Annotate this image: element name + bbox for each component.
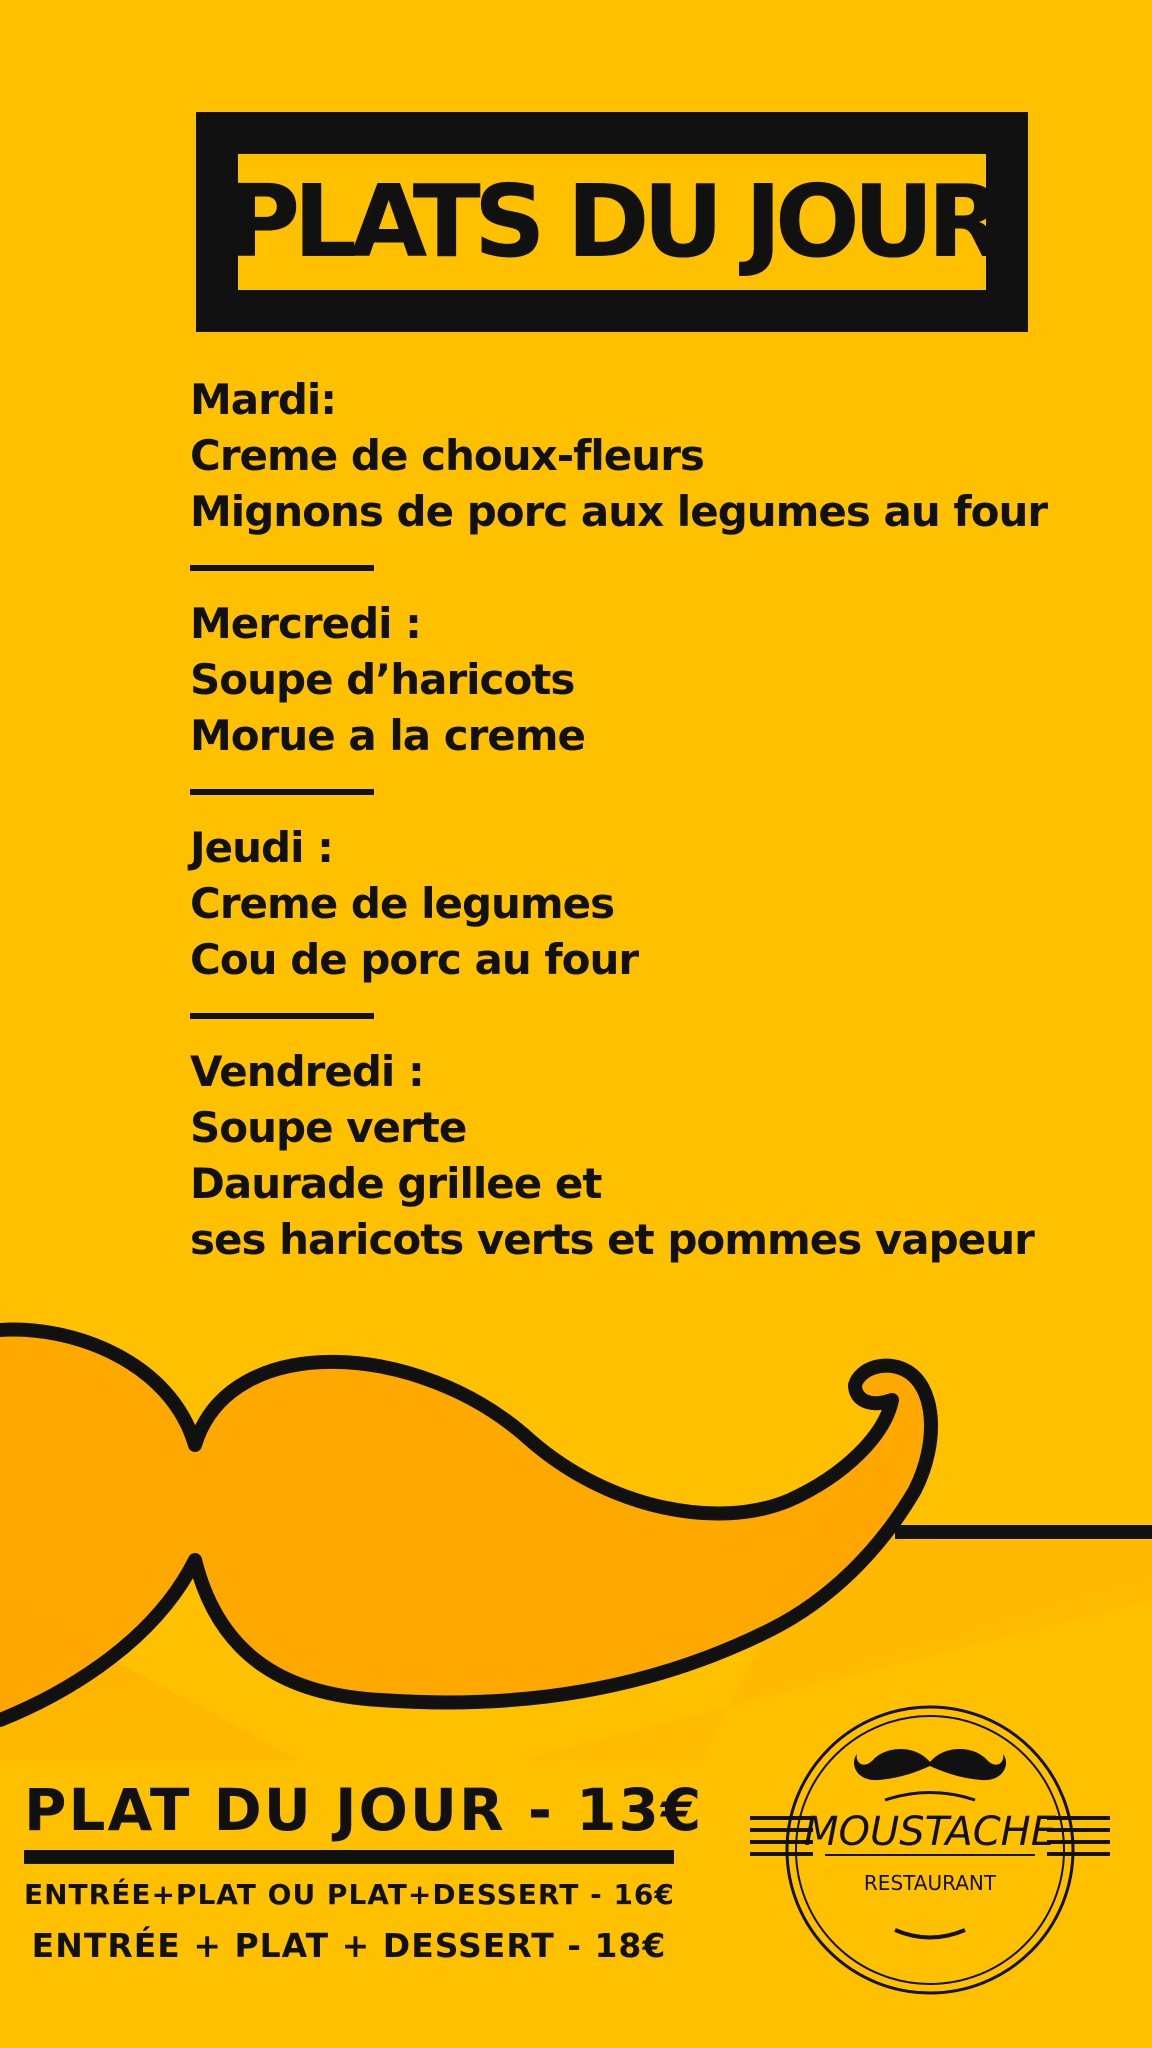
moustache-icon xyxy=(0,1300,1152,1760)
price-plat-du-jour: PLAT DU JOUR - 13€ xyxy=(24,1776,704,1844)
separator xyxy=(190,789,374,795)
dish: Soupe verte xyxy=(190,1103,467,1152)
menu-day-mardi xyxy=(190,372,1070,540)
page-title: PLATS DU JOUR xyxy=(226,163,998,280)
dish: Cou de porc au four xyxy=(190,935,639,984)
dish: Creme de choux-fleurs xyxy=(190,431,704,480)
title-box xyxy=(226,154,998,290)
day-label: Mardi: xyxy=(190,375,337,424)
menu-day-mercredi xyxy=(190,596,1070,764)
title-frame xyxy=(196,112,1028,332)
dish: Creme de legumes xyxy=(190,879,615,928)
price-option-2: ENTRÉE + PLAT + DESSERT - 18€ xyxy=(31,1926,667,1965)
daily-menu xyxy=(190,372,1070,1268)
dish: ses haricots verts et pommes vapeur xyxy=(190,1215,1034,1264)
price-option-1: ENTRÉE+PLAT OU PLAT+DESSERT - 16€ xyxy=(24,1878,675,1911)
restaurant-logo xyxy=(745,1700,1115,2000)
logo-name: MOUSTACHE xyxy=(803,1809,1057,1855)
menu-day-vendredi xyxy=(190,1044,1070,1268)
logo-subtitle: RESTAURANT xyxy=(863,1871,997,1895)
menu-day-jeudi xyxy=(190,820,1070,988)
moustache-icon xyxy=(854,1749,1006,1780)
separator xyxy=(190,565,374,571)
dish: Soupe d’haricots xyxy=(190,655,575,704)
price-divider xyxy=(24,1850,674,1864)
day-label: Jeudi : xyxy=(190,823,333,872)
dish: Mignons de porc aux legumes au four xyxy=(190,487,1048,536)
separator xyxy=(190,1013,374,1019)
day-label: Mercredi : xyxy=(190,599,421,648)
dish: Daurade grillee et xyxy=(190,1159,602,1208)
dish: Morue a la creme xyxy=(190,711,586,760)
day-label: Vendredi : xyxy=(190,1047,424,1096)
